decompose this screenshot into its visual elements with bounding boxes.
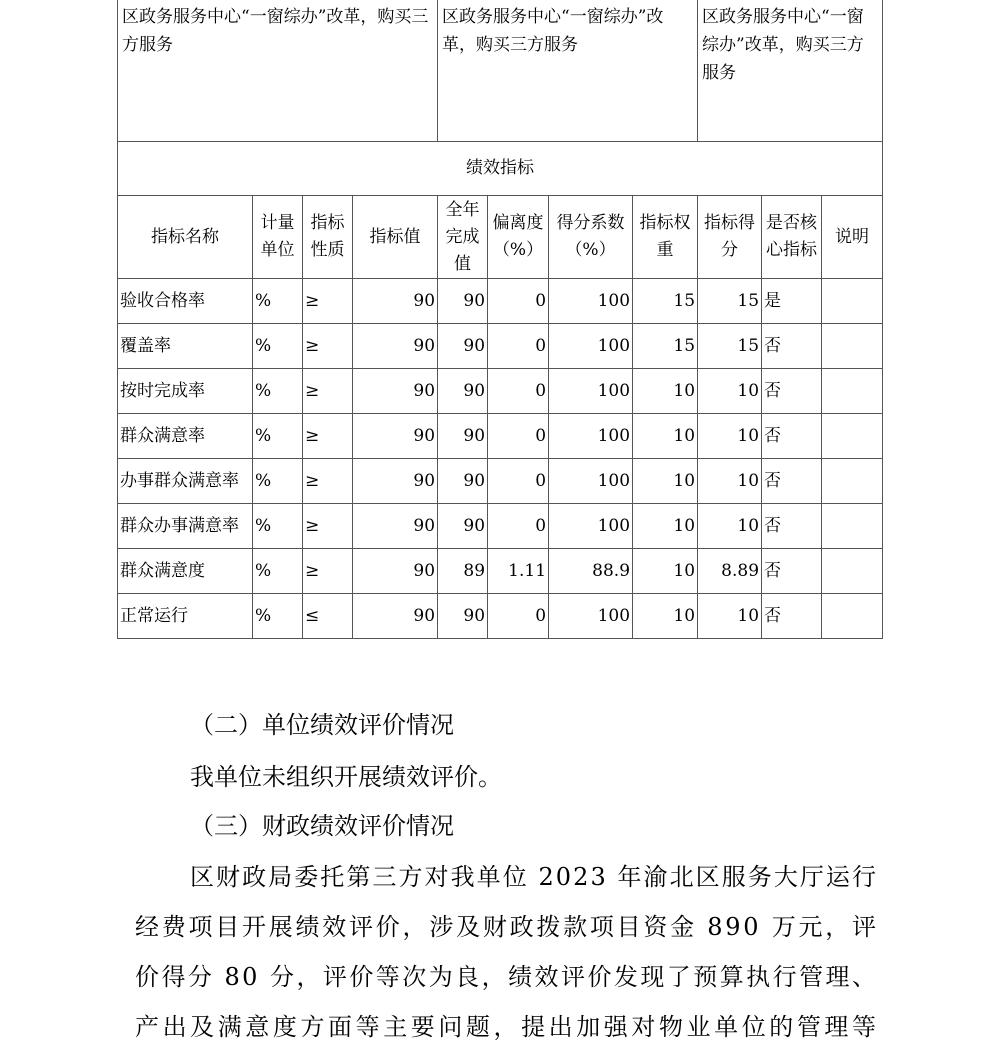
cell-name: 群众满意度: [118, 549, 253, 594]
cell-name: 正常运行: [118, 594, 253, 639]
cell-weight: 15: [633, 279, 698, 324]
cell-score: 10: [698, 369, 762, 414]
table-row: [118, 549, 883, 594]
cell-name: 群众满意率: [118, 414, 253, 459]
table-row: [118, 414, 883, 459]
cell-core: 否: [762, 459, 822, 504]
cell-actual: 90: [438, 594, 488, 639]
cell-actual: 90: [438, 459, 488, 504]
table-row: [118, 594, 883, 639]
cell-note: [822, 369, 883, 414]
cell-actual: 90: [438, 369, 488, 414]
cell-score: 10: [698, 594, 762, 639]
section-title-row: [118, 142, 883, 196]
cell-nature: ≤: [303, 594, 353, 639]
header-core: 是否核心指标: [762, 196, 822, 279]
cell-score: 10: [698, 504, 762, 549]
cell-name: 覆盖率: [118, 324, 253, 369]
cell-name: 验收合格率: [118, 279, 253, 324]
header-coef: 得分系数（%）: [549, 196, 633, 279]
cell-core: 否: [762, 549, 822, 594]
cell-coef: 100: [549, 459, 633, 504]
cell-coef: 100: [549, 324, 633, 369]
cell-weight: 10: [633, 414, 698, 459]
paragraph-finance-line-4: 产出及满意度方面等主要问题，提出加强对物业单位的管理等: [135, 1013, 880, 1041]
cell-core: 否: [762, 324, 822, 369]
cell-value: 90: [353, 279, 438, 324]
cell-core: 否: [762, 414, 822, 459]
cell-nature: ≥: [303, 279, 353, 324]
cell-score: 15: [698, 324, 762, 369]
cell-value: 90: [353, 369, 438, 414]
cell-weight: 10: [633, 594, 698, 639]
cell-coef: 100: [549, 594, 633, 639]
cell-coef: 100: [549, 369, 633, 414]
project-description-cell-2: 区政务服务中心“一窗综办”改革，购买三方服务: [438, 0, 698, 142]
cell-core: 否: [762, 504, 822, 549]
header-deviation: 偏离度（%）: [488, 196, 549, 279]
cell-score: 10: [698, 459, 762, 504]
project-description-cell-1: 区政务服务中心“一窗综办”改革，购买三方服务: [118, 0, 438, 142]
cell-core: 是: [762, 279, 822, 324]
cell-note: [822, 279, 883, 324]
cell-note: [822, 504, 883, 549]
cell-weight: 10: [633, 459, 698, 504]
header-value: 指标值: [353, 196, 438, 279]
header-weight: 指标权重: [633, 196, 698, 279]
cell-coef: 100: [549, 504, 633, 549]
cell-unit: %: [253, 279, 303, 324]
header-actual: 全年完成值: [438, 196, 488, 279]
performance-table: [117, 0, 883, 639]
cell-unit: %: [253, 369, 303, 414]
cell-note: [822, 324, 883, 369]
cell-note: [822, 594, 883, 639]
cell-note: [822, 414, 883, 459]
cell-name: 按时完成率: [118, 369, 253, 414]
table-row: [118, 324, 883, 369]
cell-deviation: 0: [488, 324, 549, 369]
cell-actual: 90: [438, 414, 488, 459]
cell-value: 90: [353, 414, 438, 459]
header-unit: 计量单位: [253, 196, 303, 279]
table-row: [118, 279, 883, 324]
cell-deviation: 0: [488, 279, 549, 324]
project-description-row: [118, 0, 883, 142]
table-row: [118, 369, 883, 414]
cell-nature: ≥: [303, 414, 353, 459]
cell-deviation: 0: [488, 459, 549, 504]
cell-weight: 10: [633, 504, 698, 549]
cell-nature: ≥: [303, 549, 353, 594]
heading-finance-evaluation: （三）财政绩效评价情况: [190, 812, 454, 840]
cell-core: 否: [762, 594, 822, 639]
cell-unit: %: [253, 414, 303, 459]
cell-weight: 10: [633, 369, 698, 414]
cell-weight: 15: [633, 324, 698, 369]
cell-actual: 90: [438, 324, 488, 369]
cell-nature: ≥: [303, 459, 353, 504]
cell-name: 群众办事满意率: [118, 504, 253, 549]
cell-unit: %: [253, 504, 303, 549]
cell-unit: %: [253, 549, 303, 594]
cell-note: [822, 549, 883, 594]
header-nature: 指标性质: [303, 196, 353, 279]
cell-deviation: 0: [488, 594, 549, 639]
cell-coef: 100: [549, 279, 633, 324]
cell-value: 90: [353, 324, 438, 369]
cell-value: 90: [353, 594, 438, 639]
cell-value: 90: [353, 459, 438, 504]
cell-note: [822, 459, 883, 504]
cell-score: 8.89: [698, 549, 762, 594]
cell-nature: ≥: [303, 324, 353, 369]
paragraph-finance-line-2: 经费项目开展绩效评价，涉及财政拨款项目资金 890 万元，评: [135, 913, 879, 941]
paragraph-finance-line-3: 价得分 80 分，评价等次为良，绩效评价发现了预算执行管理、: [135, 963, 879, 991]
cell-coef: 100: [549, 414, 633, 459]
cell-unit: %: [253, 459, 303, 504]
header-score: 指标得分: [698, 196, 762, 279]
cell-deviation: 0: [488, 369, 549, 414]
cell-deviation: 0: [488, 504, 549, 549]
cell-actual: 89: [438, 549, 488, 594]
cell-name: 办事群众满意率: [118, 459, 253, 504]
cell-actual: 90: [438, 504, 488, 549]
table-row: [118, 504, 883, 549]
cell-core: 否: [762, 369, 822, 414]
cell-score: 10: [698, 414, 762, 459]
cell-weight: 10: [633, 549, 698, 594]
paragraph-finance-line-1: 区财政局委托第三方对我单位 2023 年渝北区服务大厅运行: [190, 863, 879, 891]
header-note: 说明: [822, 196, 883, 279]
cell-actual: 90: [438, 279, 488, 324]
cell-deviation: 0: [488, 414, 549, 459]
project-description-cell-3: 区政务服务中心“一窗综办”改革，购买三方服务: [698, 0, 883, 142]
cell-coef: 88.9: [549, 549, 633, 594]
header-row: [118, 196, 883, 279]
cell-nature: ≥: [303, 369, 353, 414]
cell-value: 90: [353, 504, 438, 549]
cell-score: 15: [698, 279, 762, 324]
cell-unit: %: [253, 324, 303, 369]
cell-value: 90: [353, 549, 438, 594]
heading-unit-evaluation: （二）单位绩效评价情况: [190, 711, 454, 739]
header-name: 指标名称: [118, 196, 253, 279]
cell-unit: %: [253, 594, 303, 639]
table-row: [118, 459, 883, 504]
cell-deviation: 1.11: [488, 549, 549, 594]
section-title: 绩效指标: [118, 142, 883, 196]
cell-nature: ≥: [303, 504, 353, 549]
paragraph-unit-evaluation: 我单位未组织开展绩效评价。: [190, 763, 502, 791]
